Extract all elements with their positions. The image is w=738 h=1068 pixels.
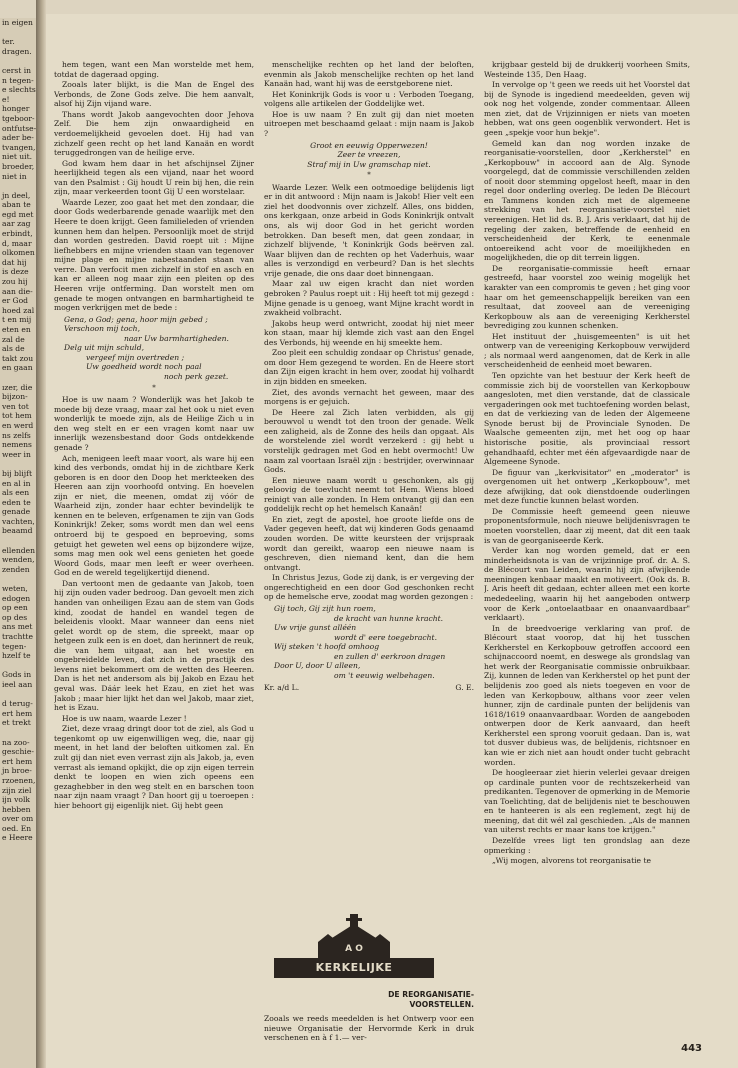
- verse-line: als de: [2, 344, 25, 354]
- verse-line: e!: [2, 94, 10, 104]
- verse-line: ellenden: [2, 545, 35, 555]
- verse-line: en werd: [2, 420, 34, 430]
- paragraph: Ziet, des avonds vernacht het geween, maar des morgens is er gejuich.: [264, 387, 474, 407]
- verse-line: Straf mij in Uw gramschap niet.: [307, 159, 431, 169]
- verse-line: wordt d' eere toegebracht.: [334, 632, 438, 642]
- verse-line: ven tot: [2, 401, 29, 411]
- verse-line: e Heere: [2, 833, 33, 843]
- verse-line: na zoo-: [2, 737, 30, 747]
- verse-line: edogen: [2, 593, 31, 603]
- verse-line: hebben: [2, 804, 31, 814]
- verse-line: is deze: [2, 267, 29, 277]
- verse-line: ieel aan: [2, 679, 33, 689]
- verse-line: t en mij: [2, 315, 32, 325]
- verse-line: hoed zal: [2, 305, 35, 315]
- paragraph: menschelijke rechten op het land der beloften, evenmin als Jakob menschelijke rechten op het land Kanaän had, want hij was de eerstgeborene niet.: [264, 60, 474, 89]
- verse-line: over om: [2, 814, 34, 824]
- paragraph: Ziet, deze vraag dringt door tot de ziel, als God u tegenkomt op uw eigenwilligen weg, die, naar gij meent, in het land der beloften uitkomen zal. En zult gij dan niet even verrast zijn als Jakob, ja, even verrast als iemand opkijkt, die op zijn eigen terrein denkt te loopen en wien zich opeens een gezaghebber in den weg stelt en en barschen toon naar zijn naam vraagt ? Dan hoort gij u toeroepen : hier behoort gij eigenlijk niet. Gij hebt geen: [54, 724, 254, 810]
- verse-line: [2, 56, 36, 66]
- paragraph: Hoe is uw naam ? En zult gij dan niet moeten uitroepen met beschaamd gelaat : mijn naam is Jakob ?: [264, 109, 474, 138]
- psalm-verse: [64, 315, 254, 382]
- verse-line: en al in: [2, 478, 31, 488]
- paragraph: hem tegen, want een Man worstelde met hem, totdat de dageraad opging.: [54, 60, 254, 79]
- verse-line: niet uit.: [2, 152, 33, 162]
- verse-line: beaamd: [2, 526, 33, 536]
- psalm-verse: [274, 604, 474, 681]
- previous-page-fragments: [0, 18, 36, 843]
- paragraph: Verder kan nog worden gemeld, dat er een minderheidsnota is van de vrijzinnige prof. dr. A. S. de Blécourt van Leiden, waarin hij zijn afwijkende meeningen kenbaar maakt en motiveert. (Ook ds. B. J. Aris heeft dit gedaan, echter alleen met een korte mededeeling, waarin hij het aangeboden ontwerp voor de Kerk „ontoelaatbaar en onaanvaardbaar" verklaart).: [484, 546, 690, 623]
- verse-line: ijn volk: [2, 795, 30, 805]
- paragraph: Het instituut der „huisgemeenten" is uit het ontwerp van de vereeniging Kerkopbouw verwijderd ; als normaal werd aangenomen, dat de Kerk in alle verscheidenheid de eenheid moet bewaren.: [484, 331, 690, 370]
- verse-line: aar zag: [2, 219, 31, 229]
- column-2: [264, 60, 474, 900]
- verse-line: bijzon-: [2, 392, 28, 402]
- paragraph: Jakobs heup werd ontwricht, zoodat hij niet meer kon staan, maar hij klemde zich vast aan den Engel des Verbonds, hij weende en hij smeekte hem.: [264, 318, 474, 347]
- paragraph: In Christus Jezus, Gode zij dank, is er vergeving der ongerechtigheid en een door God geschonken recht op de hemelsche erve, zoodat mag worden gezongen :: [264, 573, 474, 602]
- verse-line: tegen-: [2, 641, 27, 651]
- section-intro: Zooals we reeds meedelden is het Ontwerp voor een nieuwe Organisatie der Hervormde Kerk in druk verschenen en à f 1.— ver-: [264, 1014, 474, 1043]
- signature-right: G. E.: [455, 683, 474, 693]
- paragraph: Waarde Lezer, zoo gaat het met den zondaar, die door Gods wederbarende genade waarlijk met den Heere te doen krijgt. Geen familieleden of vrienden kunnen hem dan helpen. Persoonlijk moet de strijd dan worden gestreden. David roept uit : Mijne liefhebbers en mijne vrienden staan van tegenover mijne plage en mijne nabestaanden staan van verre. Dan verfocit men zichzelf in stof en asch en kan er alleen nog maar zijn een pleiten op des Heeren vrije ontferming. Dan worstelt men om genade te mogen ontvangen en barmhartigheid te mogen verkrijgen met de bede :: [54, 197, 254, 313]
- paragraph: In de breedvoerige verklaring van prof. de Blécourt staat voorop, dat hij het tusschen Kerkherstel en Kerkopbouw getroffen accoord een schijnaccoord noemt, en deswege als grondslag van het werk der Reorganisatie commissie onbruikbaar. Zij, kunnen de leden van Kerkherstel op het punt der belijdenis zoo goed als niets toegeven en voor de leden van Kerkopbouw, althans voor zeer velen hunner, zijn de cardinale punten der belijdenis van 1618/1619 onaanvaardbaar. Worden de aangeboden ontwerpen door de Kerk aanvaard, dan heeft Kerkherstel een sprong vooruit gedaan. Dan is, wat tot dusver dubieus was, de belijdenis, richtsnoer en kan wie er zich niet aan houdt onder tucht gebracht worden.: [484, 623, 690, 767]
- section-title: [338, 990, 474, 1010]
- verse-line: genade: [2, 507, 31, 517]
- verse-line: aban te: [2, 200, 31, 210]
- verse-line: vachten,: [2, 516, 35, 526]
- verse-line: eden te: [2, 497, 31, 507]
- verse-line: eten en: [2, 325, 31, 334]
- verse-line: ontfutse-: [2, 123, 37, 133]
- verse-line: op des: [2, 612, 28, 622]
- verse-line: [2, 690, 36, 700]
- verse-line: tot hem: [2, 411, 32, 421]
- logo-emblem-letters: A O: [345, 944, 363, 954]
- verse-line: de kracht van hunne kracht.: [334, 613, 444, 623]
- verse-line: ert hem: [2, 708, 33, 718]
- verse-line: cerst in: [2, 65, 32, 75]
- verse-line: [2, 373, 36, 383]
- verse-line: weten,: [2, 584, 28, 594]
- paragraph: En ziet, zegt de apostel, hoe groote liefde ons de Vader gegeven heeft, dat wij kinderen Gods genaamd zouden worden. De witte keursteen der vrijspraak wordt dan gereikt, waarop een nieuwe naam is geschreven, dien niemand kent, dan die hem ontvangt.: [264, 514, 474, 572]
- page: [46, 14, 738, 1068]
- paragraph: Dezelfde vrees ligt ten grondslag aan deze opmerking :: [484, 836, 690, 855]
- paragraph: Het Koninkrijk Gods is voor u : Verboden Toegang, volgens alle artikelen der Goddelijke wet.: [264, 89, 474, 109]
- verse-line: [2, 574, 36, 584]
- verse-line: ns zelfs: [2, 430, 31, 440]
- verse-line: jn broe-: [2, 766, 32, 776]
- verse-line: e slechts: [2, 85, 36, 95]
- verse-line: rzoenen,: [2, 775, 36, 785]
- verse-line: zijn ziel: [2, 785, 32, 795]
- verse-line: [2, 536, 36, 546]
- verse-line: Gena, o God; gena, hoor mijn gebed ;: [64, 314, 208, 324]
- verse-line: [2, 28, 36, 38]
- paragraph: De Commissie heeft gemeend geen nieuwe proponentsformule, noch nieuwe belijdenisvragen te moeten voorstellen, daar zij meent, dat dit een taak is van de georganiseerde Kerk.: [484, 506, 690, 545]
- verse-line: egd met: [2, 209, 34, 219]
- verse-line: [2, 459, 36, 469]
- verse-line: oed. En: [2, 823, 32, 833]
- verse-line: erbindt,: [2, 229, 33, 239]
- verse-line: [2, 181, 36, 191]
- verse-line: op een: [2, 603, 28, 613]
- verse-line: nemens: [2, 440, 32, 450]
- section-title-line: DE REORGANISATIE-: [388, 990, 474, 999]
- verse-line: wenden,: [2, 555, 35, 565]
- verse-line: Door U, door U alleen,: [274, 661, 361, 671]
- verse-line: en zullen d' eerkroon dragen: [334, 651, 446, 661]
- verse-line: en gaan: [2, 363, 33, 373]
- verse-line: tvangen,: [2, 142, 36, 152]
- verse-line: tgeboor-: [2, 113, 35, 123]
- verse-line: naar Uw barmhartigheden.: [124, 333, 229, 343]
- column-1: [54, 60, 254, 811]
- verse-line: Wij steken 't hoofd omhoog: [274, 642, 380, 652]
- paragraph: Thans wordt Jakob aangevochten door Jehova Zelf. Die hem zijn onwaardigheid en verdoemelijkheid gevoelen doet. Hij had van zichzelf geen recht op het land Kanaän en wordt teruggedrongen van de heilige erve.: [54, 109, 254, 158]
- verse-line: Verschoon mij toch,: [64, 324, 140, 334]
- verse-line: ter.: [2, 37, 15, 47]
- column-3: [484, 60, 690, 1050]
- verse-line: om 't eeuwig welbehagen.: [334, 670, 435, 680]
- paragraph: Een nieuwe naam wordt u geschonken, als gij geloovig de toevlucht neemt tot Hem. Wiens bloed reinigt van alle zonden. In Hem ontvangt gij dan een goddelijk recht op het hemelsch Kanaän!: [264, 475, 474, 514]
- verse-line: weer in: [2, 449, 31, 459]
- verse-line: zal de: [2, 334, 25, 344]
- previous-page-edge: [0, 18, 37, 1068]
- paragraph: De reorganisatie-commissie heeft ernaar gestreefd, haar voorstel zoo weinig mogelijk het karakter van een compromis te geven ; het ging voor haar om het gemeenschappelijk bereiken van een resultaat, dat zooveel aan de vereeniging Kerkopbouw als aan de vereeniging Kerkherstel bevrediging zou kunnen schenken.: [484, 263, 690, 331]
- signature: [264, 683, 474, 693]
- verse-line: dragen.: [2, 46, 32, 56]
- kerkelijke-rondschouw-logo: [274, 912, 434, 994]
- paragraph: De figuur van „kerkvisitator" en „moderator" is overgenomen uit het ontwerp „Kerkopbouw", met deze afwijking, dat ook dienstdoende ouderlingen met deze functie kunnen belast worden.: [484, 467, 690, 506]
- verse-line: vergeef mijn overtreden ;: [86, 352, 185, 362]
- verse-line: d, maar: [2, 238, 32, 248]
- verse-line: er God: [2, 296, 29, 306]
- paragraph: Zoo pleit een schuldig zondaar op Christus' genade, om door Hem gezegend te worden. En de Heere stort dan Zijn eigen kracht in hem over, zoodat hij volhardt in zijn bidden en smeeken.: [264, 348, 474, 386]
- verse-line: hzelf te: [2, 651, 31, 661]
- verse-line: ert hem: [2, 756, 33, 766]
- verse-line: [2, 728, 36, 738]
- verse-line: trachtte: [2, 632, 33, 641]
- separator: *: [152, 383, 156, 392]
- paragraph: Ten opzichte van het bestuur der Kerk heeft de commissie zich bij de voorstellen van Kerkopbouw aangesloten, met dien verstande, dat de classicale vergaderingen ook met tuchtoefening worden belast, en dat de verkiezing van de leden der Algemeene Synode berust bij de Provinciale Synoden. De Waalsche gemeenten zijn, met het oog op haar historische positie, als provinciaal ressort gehandhaafd, echter met één afgevaardigde naar de Algemeene Synode.: [484, 371, 690, 467]
- binding-gutter: [36, 0, 46, 1068]
- verse-line: [2, 661, 36, 671]
- paragraph: Gemeld kan dan nog worden inzake de reorganisatie-voorstellen, door „Kerkherstel" en „Kerkopbouw" in accoord aan de Alg. Synode voorgelegd, dat de commissie verschillenden zelden of nooit door stemming opgelost heeft, maar in den regel door onderling overleg. De leden De Blécourt en Tammens konden zich met de algemeene strekking van het reorganisatie-voorstel niet vereenigen. Het lid ds. B. J. Aris verklaart, dat hij de regeling der zaken, betreffende de eenheid en verscheidenheid der Kerk, te eenenmale ontoereikend acht voor de moeilijkheden en mogelijkheden, die op dit terrein liggen.: [484, 138, 690, 263]
- section-title-line: VOORSTELLEN.: [409, 1000, 474, 1009]
- paragraph: „Wij mogen, alvorens tot reorganisatie te: [492, 856, 652, 866]
- verse-line: Groot en eeuwig Opperwezen!: [310, 140, 428, 150]
- logo-banner: KERKELIJKE RONDSCHOUW: [274, 958, 434, 978]
- verse-line: broeder,: [2, 161, 35, 171]
- verse-line: et trekt: [2, 718, 31, 728]
- verse-line: olkomen: [2, 248, 35, 258]
- paragraph: Hoe is uw naam, waarde Lezer !: [62, 713, 187, 723]
- verse-line: takt zou: [2, 353, 34, 363]
- verse-line: niet in: [2, 171, 27, 181]
- verse-line: in eigen: [2, 18, 33, 27]
- verse-line: d terug-: [2, 699, 33, 709]
- paragraph: Dan vertoont men de gedaante van Jakob, toen hij zijn ouden vader bedroog. Dan gevoelt men zich handen van onheiligen Ezau aan de stem van Gods kind, zoodat de handel en wandel tegen de beleidenis vlookt. Maar wanneer dan eens niet gelet wordt op de stem, die spreekt, maar op hetgeen zulk een is en doet, dan herinnert de reuk, die van hem uitgaat, aan het woeste en ongebreidelde leven, dat zich in de practijk des levens niet bekommert om de wetten des Heeren. Dan is het net andersom als bij Jakob en Ezau het geval was. Dáár leek het Ezau, en ziet het was Jakob ; maar hier lijkt het dan wel Jakob, maar ziet, het is Ezau.: [54, 578, 254, 713]
- verse-line: Zeer te vreezen,: [337, 150, 401, 160]
- paragraph: De Heere zal Zich laten verbidden, als gij berouwvol u wendt tot den troon der genade. Welk een zaligheid, als de Zonne des heils dan opgaat. Als de worstelende ziel wordt verzekerd : gij hebt u vorstelijk gedragen met God en hebt overmocht! Uw naam zal voortaan Israël zijn : bestrijder, overwinnaar Gods.: [264, 407, 474, 475]
- verse-line: Delg uit mijn schuld,: [64, 343, 144, 353]
- paragraph: krijgbaar gesteld bij de drukkerij voorheen Smits, Westeinde 135, Den Haag.: [484, 60, 690, 79]
- verse-line: zenden: [2, 564, 30, 574]
- verse-line: bij blijft: [2, 468, 32, 478]
- verse-line: ader be-: [2, 133, 34, 143]
- verse-line: ans met: [2, 622, 33, 632]
- psalm-verse: [264, 141, 474, 170]
- verse-line: ızer, die: [2, 382, 33, 392]
- verse-line: geschie-: [2, 747, 34, 757]
- page-number: 443: [681, 1043, 702, 1054]
- verse-line: n tegen-: [2, 75, 34, 85]
- verse-line: aan die-: [2, 286, 33, 296]
- paragraph: Waarde Lezer. Welk een ootmoedige belijdenis ligt er in dit antwoord : Mijn naam is Jakob! Hier velt een ziel het doodvonnis over zichzelf. Alles, ons bidden, ons kerkgaan, onze arbeid in Gods Koninkrijk ontvalt ons, als wij door God in het gericht worden betrokken. Dan beseft men, dat geen zondaar, in zichzelf blijvende, 't Koninkrijk Gods beërven zal. Waar blijven dan de rechten op het Vaderhuis, waar alles is verzondigd en verbeurd? Dan is het slechts vrije genade, die ons daar doet binnengaan.: [264, 182, 474, 278]
- verse-line: Uw vrije gunst alléén: [274, 623, 357, 633]
- verse-line: Gij toch, Gij zijt hun roem,: [274, 603, 376, 613]
- verse-line: zou hij: [2, 277, 28, 287]
- paragraph: Zooals later blijkt, is die Man de Engel des Verbonds, de Zone Gods zelve. Die hem aanvalt, alsof hij Zijn vijand ware.: [54, 80, 254, 109]
- verse-line: noch perk gezet.: [164, 372, 229, 381]
- verse-line: Uw goedheid wordt noch paal: [86, 362, 202, 372]
- paragraph: Ach, menigeen leeft maar voort, als ware hij een kind des verbonds, omdat hij in de zichtbare Kerk geboren is en door den Doop het merkteeken des Heeren aan zijn voorhoofd ontving. En hoevelen zijn er niet, die meenen, omdat zij vóór de Waarheid zijn, zonder haar echter bevindelijk te kennen en te beleven, erfgenamen te zijn van Gods Koninkrijk! Zeker, soms wordt men dan wel eens ontroerd bij te gespoed en beproeving, soms getuigt het geweten wel eens op bijzondere wijze, soms mag men ook wel eens genieten het goede Woord Gods, maar men leeft er weer overheen. God en de wereld tegelijkertijd dienend.: [54, 453, 254, 578]
- verse-line: Gods in: [2, 670, 32, 680]
- paragraph: Hoe is uw naam ? Wonderlijk was het Jakob te moede bij deze vraag, maar zal het ook u niet even wonderlijk te moede zijn, als de Heilige Zich u in den weg stelt en er een vragen komt naar uw innerlijk wezensbestand door Gods ontdekkende genade ?: [54, 395, 254, 452]
- verse-line: jn deel,: [2, 190, 31, 200]
- verse-line: dat hij: [2, 257, 27, 267]
- paragraph: Maar zal uw eigen kracht dan niet worden gebroken ? Paulus roept uit : Hij heeft tot mij gezegd : Mijne genade is u genoeg, want Mijne kracht wordt in zwakheid volbracht.: [264, 279, 474, 318]
- verse-line: honger: [2, 104, 30, 114]
- signature-left: Kr. a/d L.: [264, 683, 300, 693]
- paragraph: De hoogleeraar ziet hierin velerlei gevaar dreigen op cardinale punten voor de rechtszekerheid van predikanten. Tegenover de opmerking in de Memorie van Toelichting, dat de belijdenis niet te beschouwen en te hanteeren is als een reglement, zegt hij de meening, dat dit wél zal geschieden. „Als de mannen van uiterst rechts er maar kans toe krijgen.": [484, 768, 690, 835]
- separator: *: [367, 171, 371, 180]
- verse-line: als een: [2, 488, 30, 498]
- paragraph: In vervolge op 't geen we reeds uit het Voorstel dat bij de Synode is ingediend meedeelden, geven wij ook nog het volgende, zonder commentaar. Alleen men ziet, dat de Vrijzinnigen er niets van moeten hebben, wat ons geen oogenblik verwondert. Het is geen „spekje voor hun bekje".: [484, 80, 690, 137]
- paragraph: God kwam hem daar in het afschijnsel Zijner heerlijkheid tegen als een vijand, naar het woord van den Psalmist : Gij houdt U rein bij hen, die rein zijn, maar verkeerden toont Gij U een worstelaar.: [54, 158, 254, 197]
